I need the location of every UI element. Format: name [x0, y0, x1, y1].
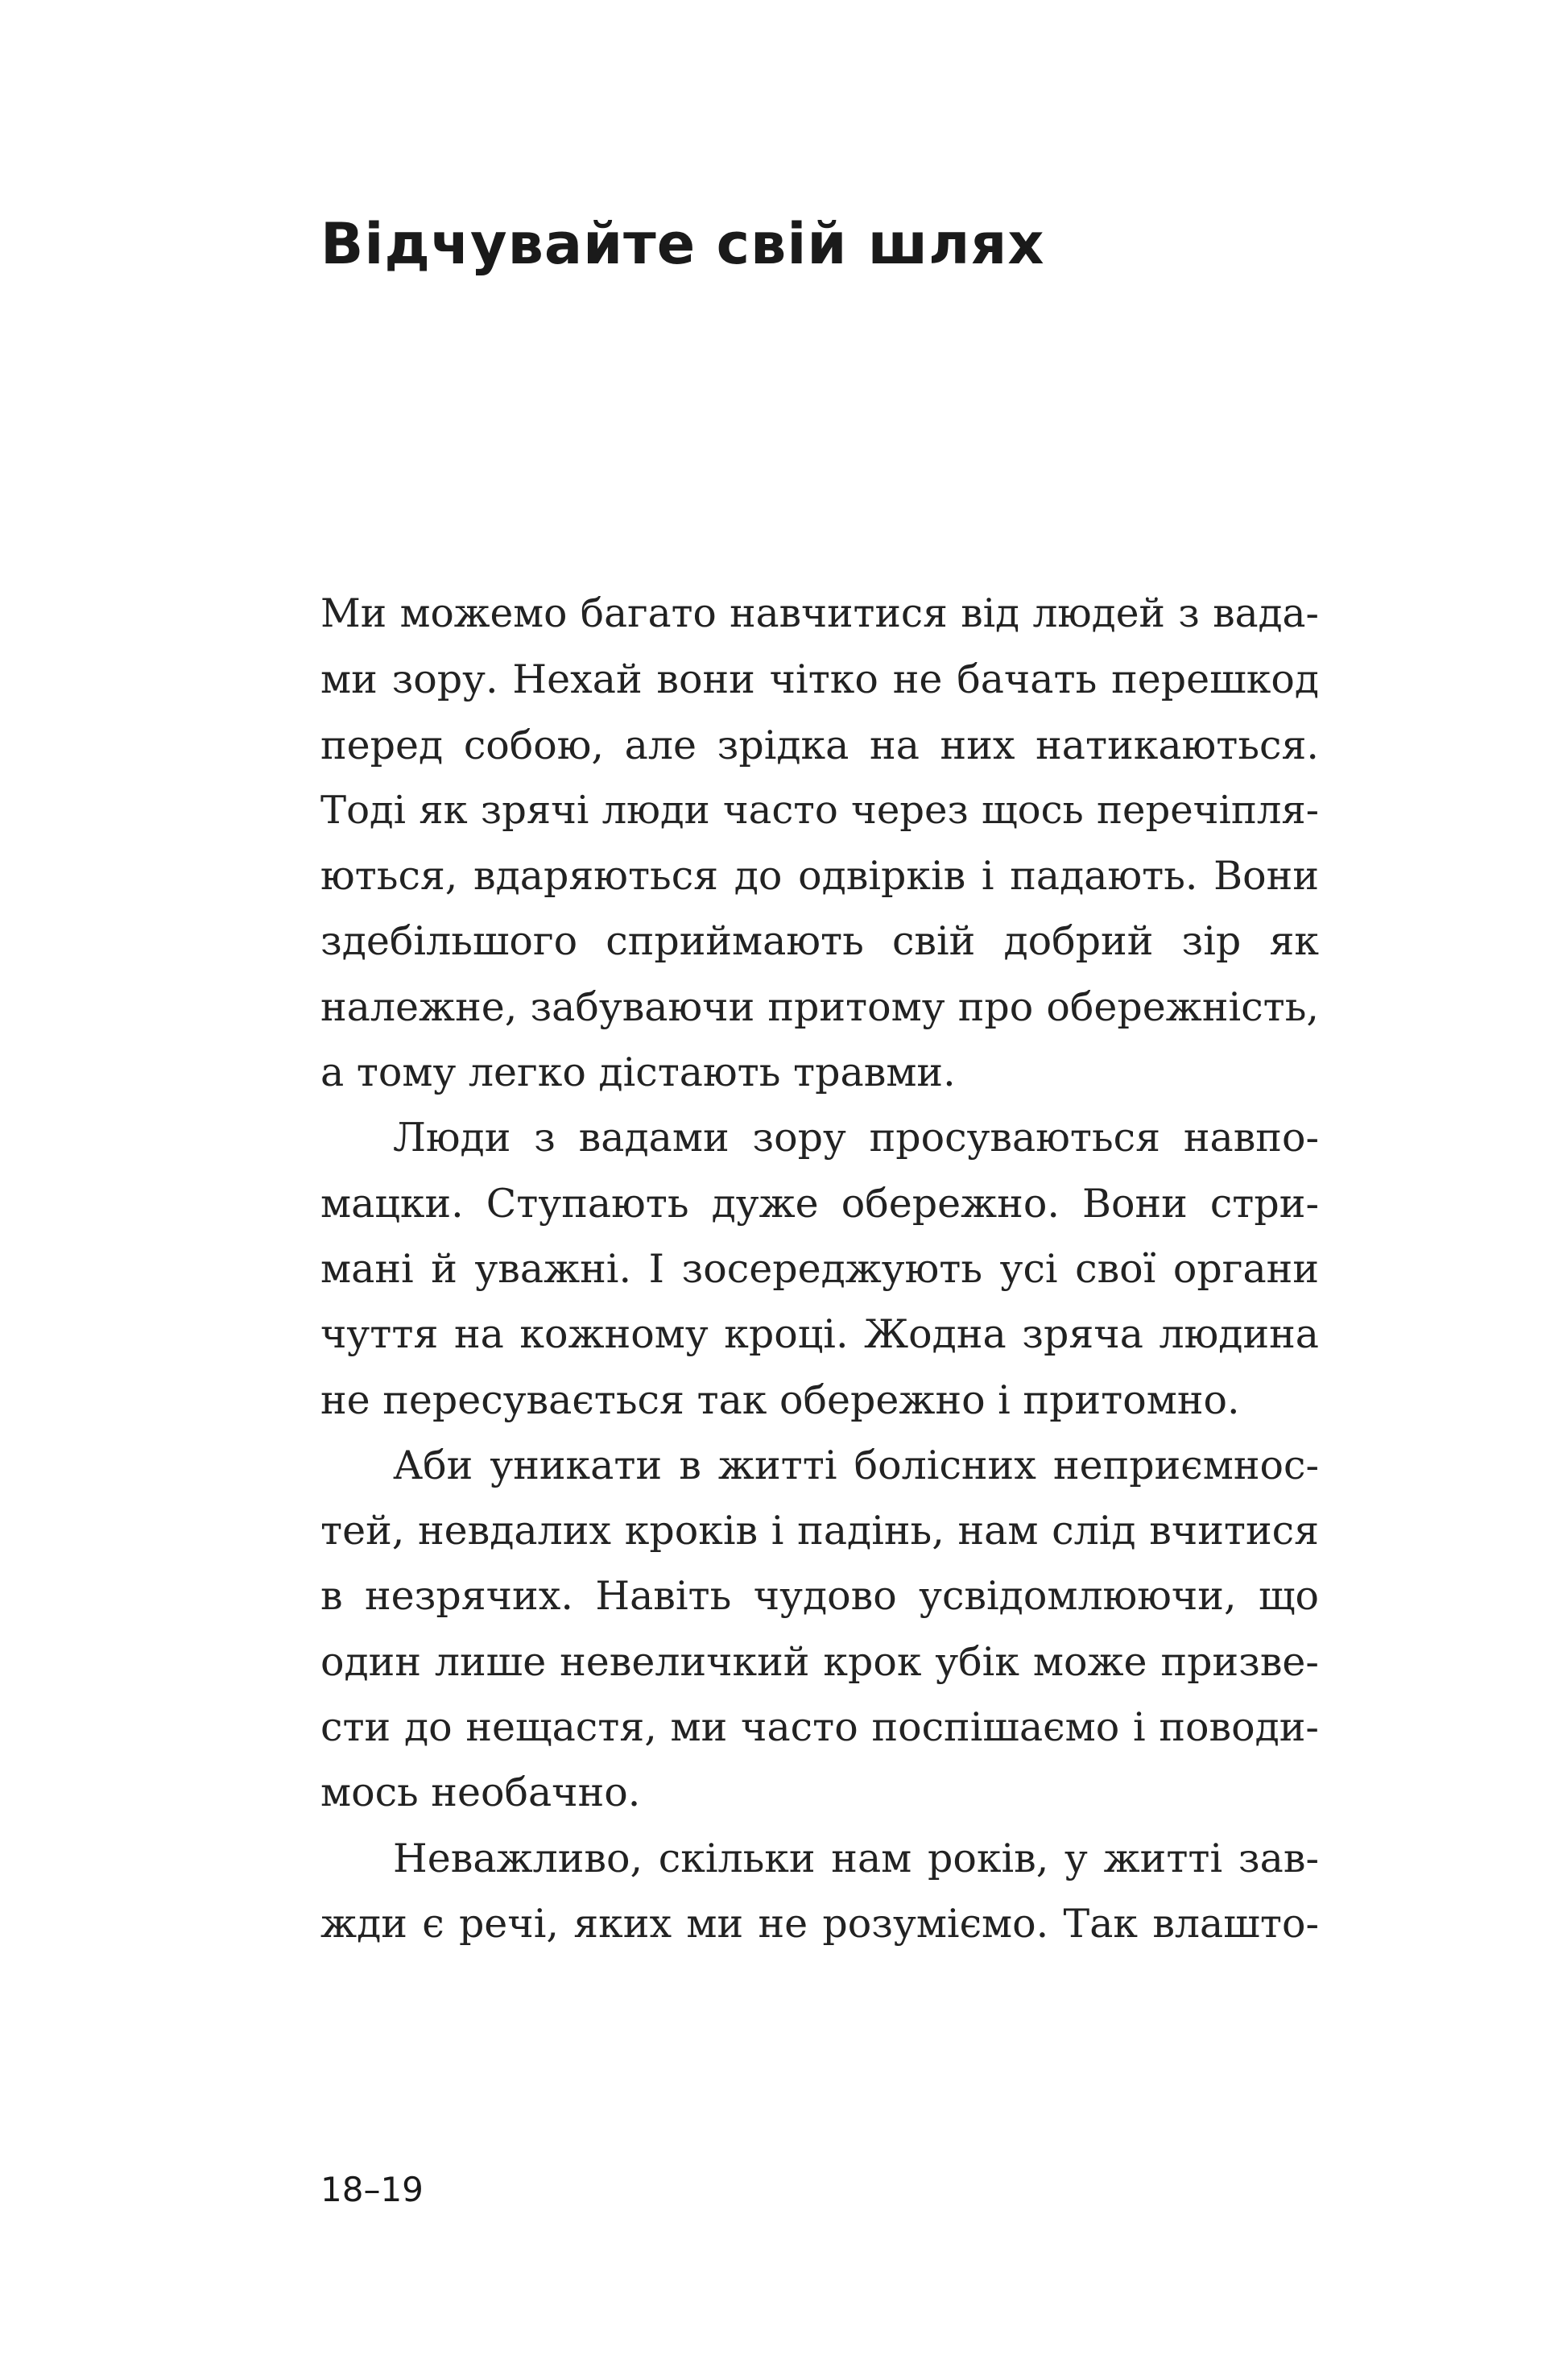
- text-line: не пересувається так обережно і притомно.: [320, 1376, 1240, 1423]
- text-line: Аби уникати в житті болісних неприємнос-: [393, 1442, 1319, 1488]
- text-line: ми зору. Нехай вони чітко не бачать перешкод: [320, 656, 1319, 703]
- text-line: перед собою, але зрідка на них натикаються.: [320, 722, 1319, 768]
- text-line: Ми можемо багато навчитися від людей з вада-: [320, 591, 1319, 636]
- text-line: тей, невдалих кроків і падінь, нам слід вчитися: [320, 1508, 1319, 1554]
- text-line: Люди з вадами зору просуваються навпо-: [393, 1115, 1319, 1161]
- chapter-title: Відчувайте свій шлях: [320, 211, 1045, 277]
- text-line: належне, забуваючи притому про обережність,: [320, 983, 1319, 1030]
- text-line: в незрячих. Навіть чудово усвідомлюючи, що: [320, 1573, 1319, 1620]
- page-number: 18–19: [320, 2170, 424, 2209]
- text-line: жди є речі, яких ми не розуміємо. Так влашто-: [320, 1900, 1319, 1947]
- text-line: мацки. Ступають дуже обережно. Вони стри-: [320, 1180, 1319, 1227]
- text-line: а тому легко дістають травми.: [320, 1049, 956, 1096]
- text-line: один лише невеличкий крок убік може призве-: [320, 1638, 1319, 1685]
- text-line: чуття на кожному кроці. Жодна зряча людина: [320, 1311, 1319, 1358]
- text-line: здебільшого сприймають свій добрий зір як: [320, 918, 1319, 965]
- text-line: мані й уважні. І зосереджують усі свої органи: [320, 1245, 1319, 1292]
- text-line: Тоді як зрячі люди часто через щось перечіпля-: [320, 787, 1319, 833]
- body-text: [320, 582, 1319, 1956]
- text-line: ються, вдаряються до одвірків і падають. Вони: [320, 853, 1319, 900]
- text-line: сти до нещастя, ми часто поспішаємо і поводи-: [320, 1704, 1319, 1751]
- text-line: Неважливо, скільки нам років, у житті зав-: [393, 1835, 1319, 1881]
- text-line: мось необачно.: [320, 1769, 641, 1816]
